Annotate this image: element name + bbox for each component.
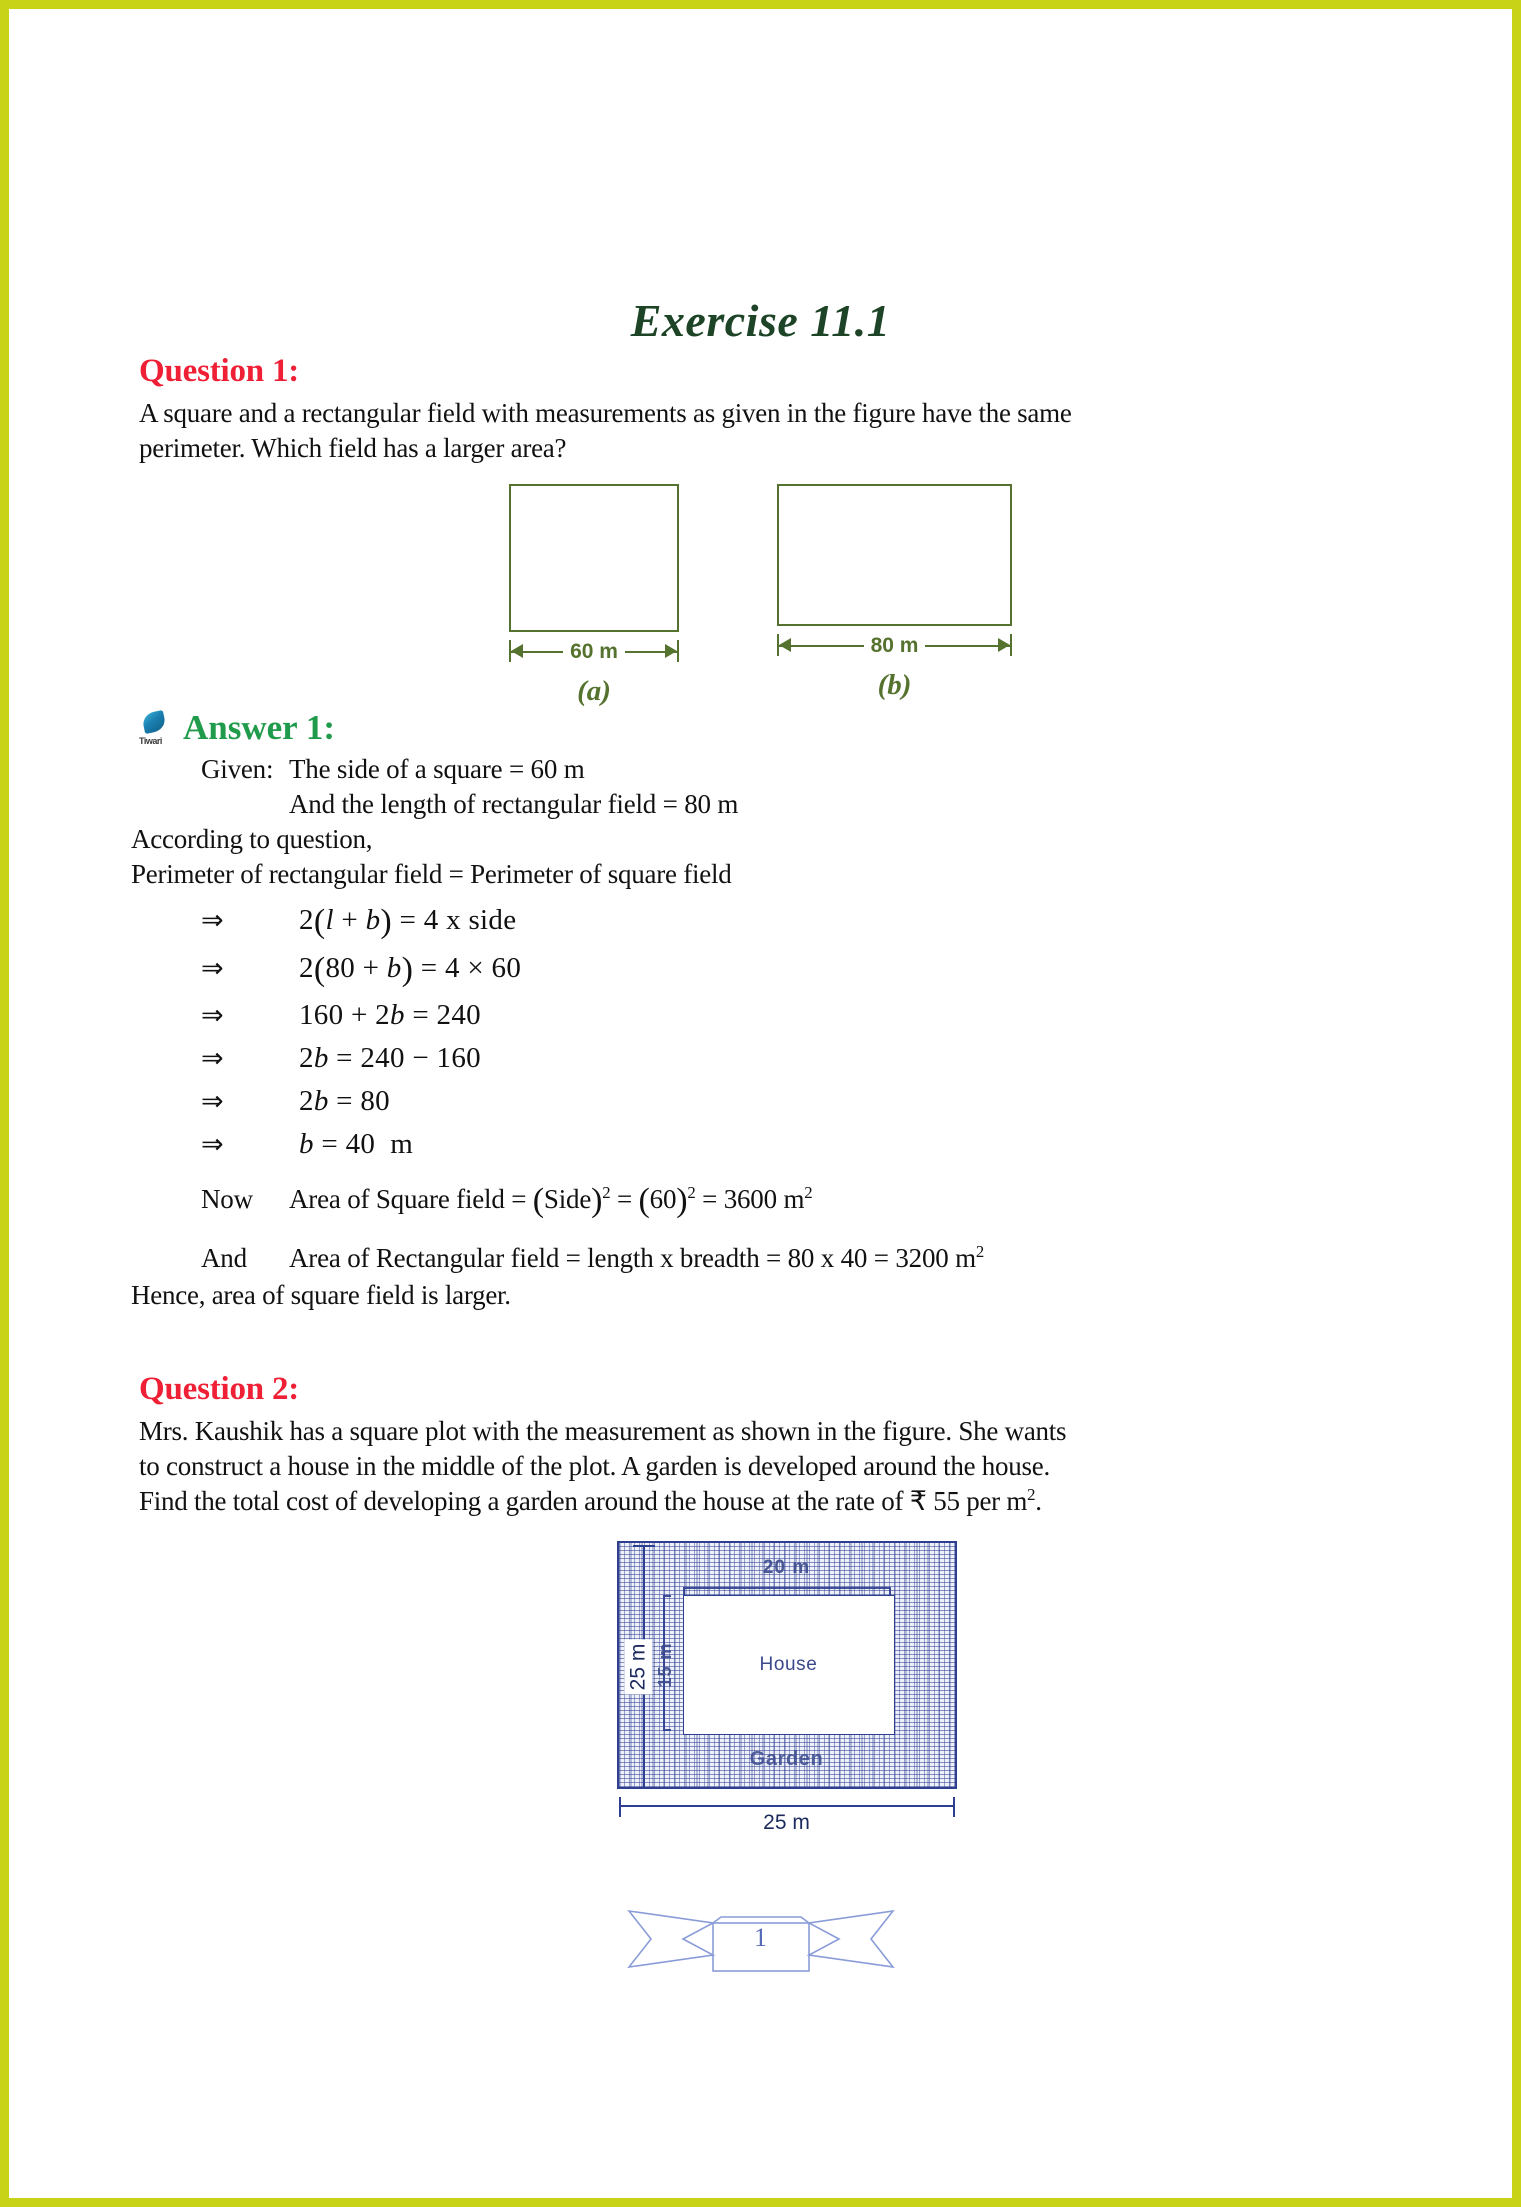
- question-1-figures: [131, 484, 1390, 708]
- question-1-line-2: perimeter. Which field has a larger area?: [139, 433, 567, 464]
- arrow-head-left-icon: [779, 638, 791, 652]
- now-equation: Area of Square field = (Side)$^2$ = $(60)^2 = 3600$ $m^2$: [289, 1181, 813, 1219]
- equation-step-2: [201, 951, 1390, 989]
- implies-arrow-icon: ⇒: [201, 952, 224, 983]
- figure-a: [509, 484, 679, 708]
- given-row-2: [201, 787, 1390, 822]
- question-2-heading: Question 2:: [139, 1370, 300, 1407]
- implies-arrow-icon: ⇒: [201, 999, 224, 1030]
- logo-text: Tiwari: [139, 736, 162, 747]
- question-2-figure: [581, 1541, 941, 1841]
- page-title: Exercise 11.1: [630, 295, 891, 346]
- and-equation: Area of Rectangular field = length x breadth = 80 x 40 = 3200 $m^2$: [289, 1241, 985, 1273]
- dimension-arrow-line: [511, 640, 676, 662]
- figure-a-dimension-label: 60 m: [563, 641, 625, 662]
- implies-arrow-icon: ⇒: [201, 1128, 224, 1159]
- given-label: Given:: [201, 754, 274, 785]
- figure-a-caption: (a): [577, 675, 611, 708]
- implies-arrow-icon: ⇒: [201, 1042, 224, 1073]
- figure-a-dimension: [509, 638, 679, 664]
- answer-1-heading: [139, 708, 1390, 748]
- question-2-line-3: Find the total cost of developing a garden around the house at the rate of ₹ 55 per $m^2$.: [139, 1485, 1042, 1517]
- page-footer: [131, 1893, 1390, 1983]
- given-row-1: [201, 752, 1390, 787]
- figure-b-rectangle: [777, 484, 1012, 626]
- dimension-tick-right: [1010, 634, 1012, 656]
- plot-bottom-dimension-label: 25 m: [763, 1811, 810, 1835]
- equation-expression: 2b = 80: [299, 1084, 390, 1117]
- implies-arrow-icon: ⇒: [201, 904, 224, 935]
- figure-b: [777, 484, 1012, 702]
- question-1-heading: Question 1:: [139, 353, 300, 389]
- figure-a-square: [509, 484, 679, 632]
- equation-step-4: [201, 1042, 1390, 1075]
- equation-expression: 2(l + b) = 4 x side: [299, 902, 517, 940]
- given-line-1: The side of a square = 60 m: [289, 754, 585, 785]
- dimension-line-horizontal: [619, 1805, 955, 1807]
- page-number-ribbon: [621, 1893, 901, 1983]
- question-2-line-2: to construct a house in the middle of the plot. A garden is developed around the house.: [139, 1451, 1051, 1482]
- equation-expression: 2b = 240 − 160: [299, 1041, 481, 1074]
- page-number: 1: [754, 1923, 767, 1953]
- and-row: [201, 1241, 1390, 1276]
- page-sheet: [9, 9, 1512, 2198]
- house-left-dimension-label: 15 m: [654, 1642, 675, 1688]
- equation-step-5: [201, 1085, 1390, 1118]
- equation-expression: 2(80 + b) = 4 × 60: [299, 950, 522, 988]
- now-row: [201, 1179, 1390, 1223]
- garden-plot: [617, 1541, 957, 1789]
- dimension-arrow-line: [779, 634, 1009, 656]
- equation-step-3: [201, 999, 1390, 1032]
- equation-expression: b = 40 m: [299, 1127, 414, 1160]
- house-top-dimension-brace: [683, 1587, 891, 1595]
- arrow-head-right-icon: [998, 638, 1010, 652]
- figure-b-dimension-label: 80 m: [864, 635, 926, 656]
- question-1-line-1: A square and a rectangular field with measurements as given in the figure have the same: [139, 398, 1072, 428]
- question-1-text: [139, 396, 1390, 466]
- plot-bottom-dimension: [617, 1797, 957, 1841]
- equation-step-6: [201, 1128, 1390, 1161]
- arrow-head-right-icon: [665, 644, 677, 658]
- house-top-dimension-label: 20 m: [762, 1557, 811, 1579]
- given-line-2: And the length of rectangular field = 80 m: [289, 789, 739, 820]
- perimeter-equation: Perimeter of rectangular field = Perimeter of square field: [131, 859, 732, 890]
- equation-step-1: [201, 903, 1390, 941]
- question-2-text: [139, 1414, 1390, 1519]
- figure-b-caption: (b): [877, 669, 912, 702]
- figure-b-dimension: [777, 632, 1012, 658]
- dimension-tick-bottom: [633, 1787, 655, 1789]
- answer-1-heading-label: Answer 1:: [183, 708, 335, 748]
- garden-area-label: Garden: [749, 1748, 824, 1771]
- answer-1-solution: [131, 752, 1390, 1313]
- dimension-tick-right: [677, 640, 679, 662]
- equation-expression: 160 + 2b = 240: [299, 998, 481, 1031]
- implies-arrow-icon: ⇒: [201, 1085, 224, 1116]
- plot-left-dimension-label: 25 m: [624, 1640, 652, 1695]
- according-to-question: According to question,: [131, 824, 373, 855]
- now-label: Now: [201, 1183, 253, 1214]
- conclusion-text: Hence, area of square field is larger.: [131, 1279, 511, 1310]
- page-content: [9, 9, 1512, 2198]
- and-label: And: [201, 1242, 247, 1273]
- leaf-bird-logo-icon: [139, 711, 175, 745]
- equation-steps: [201, 903, 1390, 1161]
- house-area-label: House: [759, 1654, 818, 1676]
- leaf-shape: [141, 710, 167, 734]
- arrow-head-left-icon: [511, 644, 523, 658]
- house-area: [683, 1595, 895, 1735]
- question-2-line-1: Mrs. Kaushik has a square plot with the measurement as shown in the figure. She wants: [139, 1415, 1067, 1446]
